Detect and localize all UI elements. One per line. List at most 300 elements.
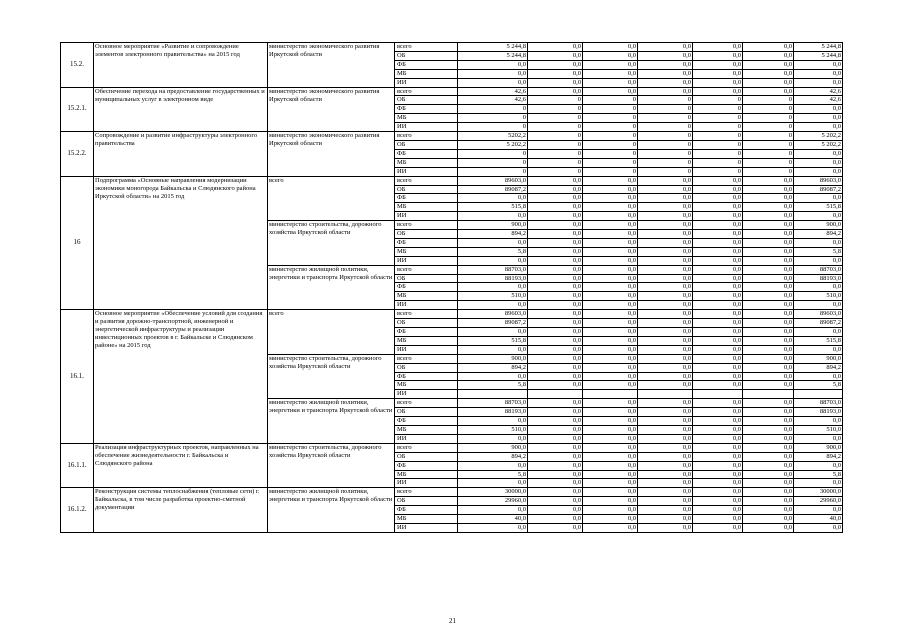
amount-cell: 0,0: [693, 434, 743, 443]
amount-cell: 0,0: [638, 319, 693, 328]
funding-source-cell: всего: [395, 176, 458, 185]
amount-cell: 42,6: [458, 96, 528, 105]
amount-cell: 0,0: [528, 194, 583, 203]
amount-cell: 0,0: [528, 256, 583, 265]
amount-cell: 0,0: [583, 434, 638, 443]
amount-cell: 0,0: [528, 461, 583, 470]
document-sheet: [60, 42, 842, 533]
amount-cell: 0,0: [743, 194, 794, 203]
amount-cell: 0,0: [583, 479, 638, 488]
amount-cell: 0,0: [583, 60, 638, 69]
amount-cell: 0,0: [693, 417, 743, 426]
amount-cell: 0,0: [458, 194, 528, 203]
amount-cell: 0,0: [794, 105, 843, 114]
amount-cell: 900,0: [794, 221, 843, 230]
amount-cell: 0: [528, 114, 583, 123]
amount-cell: 0: [583, 105, 638, 114]
amount-cell: 0,0: [528, 212, 583, 221]
amount-cell: 0,0: [693, 310, 743, 319]
amount-cell: 0,0: [583, 399, 638, 408]
amount-cell: 0,0: [794, 69, 843, 78]
funding-source-cell: ОБ: [395, 319, 458, 328]
amount-cell: 0,0: [638, 354, 693, 363]
executor-cell: всего: [268, 176, 395, 221]
amount-cell: 0,0: [693, 238, 743, 247]
funding-source-cell: ИИ: [395, 301, 458, 310]
amount-cell: 0,0: [693, 203, 743, 212]
funding-source-cell: ИИ: [395, 345, 458, 354]
amount-cell: [528, 390, 583, 399]
amount-cell: 0: [743, 149, 794, 158]
amount-cell: 0: [528, 149, 583, 158]
amount-cell: 0,0: [583, 461, 638, 470]
amount-cell: 0: [693, 114, 743, 123]
amount-cell: 0,0: [638, 292, 693, 301]
amount-cell: 0,0: [583, 203, 638, 212]
amount-cell: 0: [693, 149, 743, 158]
amount-cell: 0,0: [743, 523, 794, 532]
funding-source-cell: ФБ: [395, 238, 458, 247]
amount-cell: 0,0: [458, 506, 528, 515]
item-code: 16.1.: [61, 310, 94, 444]
amount-cell: 0,0: [743, 328, 794, 337]
amount-cell: 0: [583, 140, 638, 149]
amount-cell: 0,0: [638, 336, 693, 345]
amount-cell: 0,0: [743, 51, 794, 60]
amount-cell: 0,0: [638, 363, 693, 372]
amount-cell: 0,0: [583, 212, 638, 221]
amount-cell: 515,8: [458, 203, 528, 212]
amount-cell: 0,0: [583, 69, 638, 78]
funding-source-cell: ИИ: [395, 78, 458, 87]
amount-cell: 0: [693, 123, 743, 132]
amount-cell: 5,8: [458, 381, 528, 390]
funding-source-cell: ИИ: [395, 523, 458, 532]
amount-cell: 0,0: [693, 230, 743, 239]
amount-cell: 29960,0: [458, 497, 528, 506]
funding-source-cell: МБ: [395, 203, 458, 212]
amount-cell: 894,2: [458, 363, 528, 372]
amount-cell: 0: [583, 96, 638, 105]
funding-source-cell: ФБ: [395, 60, 458, 69]
amount-cell: 0,0: [743, 69, 794, 78]
amount-cell: 0,0: [528, 247, 583, 256]
amount-cell: 0,0: [693, 328, 743, 337]
amount-cell: 0,0: [794, 158, 843, 167]
funding-source-cell: ФБ: [395, 506, 458, 515]
amount-cell: 89087,2: [794, 319, 843, 328]
page-number: 21: [449, 617, 456, 625]
amount-cell: 0,0: [638, 372, 693, 381]
amount-cell: 0: [693, 140, 743, 149]
amount-cell: 0,0: [528, 43, 583, 52]
amount-cell: 0,0: [743, 60, 794, 69]
funding-source-cell: всего: [395, 488, 458, 497]
amount-cell: 0,0: [794, 114, 843, 123]
amount-cell: 0: [743, 132, 794, 141]
funding-source-cell: ФБ: [395, 372, 458, 381]
amount-cell: 0,0: [693, 69, 743, 78]
amount-cell: 5 202,2: [458, 140, 528, 149]
amount-cell: 0,0: [528, 408, 583, 417]
amount-cell: 0,0: [743, 238, 794, 247]
amount-cell: 0,0: [528, 301, 583, 310]
amount-cell: 0,0: [743, 417, 794, 426]
amount-cell: 5 244,8: [794, 51, 843, 60]
amount-cell: 0,0: [638, 203, 693, 212]
amount-cell: 0,0: [693, 470, 743, 479]
amount-cell: 0: [583, 114, 638, 123]
amount-cell: 0,0: [794, 194, 843, 203]
funding-source-cell: всего: [395, 354, 458, 363]
amount-cell: 0: [743, 158, 794, 167]
funding-source-cell: ИИ: [395, 212, 458, 221]
amount-cell: 0,0: [743, 425, 794, 434]
amount-cell: 88703,0: [794, 265, 843, 274]
funding-source-cell: ОБ: [395, 274, 458, 283]
amount-cell: 5 244,8: [458, 51, 528, 60]
amount-cell: 0,0: [638, 328, 693, 337]
amount-cell: 0,0: [743, 310, 794, 319]
amount-cell: 0,0: [583, 43, 638, 52]
amount-cell: 0,0: [638, 381, 693, 390]
amount-cell: 89087,2: [794, 185, 843, 194]
amount-cell: 0,0: [528, 523, 583, 532]
amount-cell: 0,0: [638, 230, 693, 239]
amount-cell: 0,0: [528, 497, 583, 506]
amount-cell: 0,0: [743, 488, 794, 497]
amount-cell: 0,0: [638, 256, 693, 265]
funding-source-cell: всего: [395, 132, 458, 141]
amount-cell: [583, 390, 638, 399]
amount-cell: 0,0: [458, 256, 528, 265]
amount-cell: 0,0: [693, 363, 743, 372]
amount-cell: 0,0: [743, 363, 794, 372]
amount-cell: 0,0: [794, 78, 843, 87]
amount-cell: 0,0: [528, 443, 583, 452]
amount-cell: 0,0: [693, 443, 743, 452]
amount-cell: 42,6: [458, 87, 528, 96]
amount-cell: 0,0: [583, 470, 638, 479]
amount-cell: 0,0: [743, 336, 794, 345]
amount-cell: 0,0: [528, 283, 583, 292]
amount-cell: 0,0: [743, 345, 794, 354]
amount-cell: 0,0: [528, 69, 583, 78]
amount-cell: 0,0: [743, 434, 794, 443]
amount-cell: 0,0: [693, 345, 743, 354]
amount-cell: 0,0: [528, 470, 583, 479]
amount-cell: 0,0: [583, 417, 638, 426]
item-code: 16.1.1.: [61, 443, 94, 488]
amount-cell: 0,0: [743, 408, 794, 417]
amount-cell: 0,0: [693, 497, 743, 506]
amount-cell: 0,0: [693, 372, 743, 381]
amount-cell: 0: [528, 105, 583, 114]
amount-cell: 0,0: [743, 87, 794, 96]
amount-cell: 0,0: [693, 399, 743, 408]
item-description: Сопровождение и развитие инфраструктуры электронного правительства: [94, 132, 268, 177]
amount-cell: 0: [583, 149, 638, 158]
amount-cell: 510,0: [794, 292, 843, 301]
amount-cell: 0,0: [583, 78, 638, 87]
amount-cell: 0,0: [794, 123, 843, 132]
amount-cell: 5,8: [794, 381, 843, 390]
amount-cell: 88193,0: [794, 274, 843, 283]
amount-cell: 0,0: [794, 149, 843, 158]
amount-cell: 0,0: [638, 310, 693, 319]
amount-cell: 0: [693, 105, 743, 114]
amount-cell: 0,0: [583, 328, 638, 337]
amount-cell: 0,0: [693, 51, 743, 60]
amount-cell: 0,0: [583, 345, 638, 354]
amount-cell: 0,0: [743, 301, 794, 310]
amount-cell: 88703,0: [458, 399, 528, 408]
amount-cell: 0,0: [583, 283, 638, 292]
amount-cell: 89603,0: [458, 176, 528, 185]
amount-cell: 0,0: [638, 87, 693, 96]
item-description: Реконструкция системы теплоснабжения (тепловые сети) г. Байкальска, в том числе разработка проектно-сметной документации: [94, 488, 268, 533]
amount-cell: 894,2: [458, 452, 528, 461]
amount-cell: 0: [638, 140, 693, 149]
funding-source-cell: ФБ: [395, 194, 458, 203]
amount-cell: 0,0: [693, 256, 743, 265]
funding-source-cell: ФБ: [395, 417, 458, 426]
amount-cell: 5,8: [794, 247, 843, 256]
amount-cell: 0,0: [693, 283, 743, 292]
amount-cell: 0,0: [638, 194, 693, 203]
amount-cell: 0,0: [528, 425, 583, 434]
amount-cell: 900,0: [458, 354, 528, 363]
amount-cell: 0,0: [693, 319, 743, 328]
amount-cell: 0,0: [528, 328, 583, 337]
amount-cell: 0,0: [638, 515, 693, 524]
funding-source-cell: ОБ: [395, 140, 458, 149]
amount-cell: 0,0: [458, 60, 528, 69]
amount-cell: 88703,0: [794, 399, 843, 408]
amount-cell: 0,0: [638, 51, 693, 60]
amount-cell: 0,0: [693, 408, 743, 417]
amount-cell: 0,0: [693, 78, 743, 87]
funding-source-cell: ИИ: [395, 434, 458, 443]
amount-cell: 0,0: [743, 176, 794, 185]
amount-cell: [458, 390, 528, 399]
funding-source-cell: ОБ: [395, 230, 458, 239]
executor-cell: министерство экономического развития Иркутской области: [268, 43, 395, 88]
table-row: [61, 443, 843, 452]
executor-cell: министерство жилищной политики, энергетики и транспорта Иркутской области: [268, 265, 395, 310]
amount-cell: 0,0: [528, 372, 583, 381]
funding-source-cell: ИИ: [395, 479, 458, 488]
amount-cell: 0,0: [528, 506, 583, 515]
amount-cell: 0,0: [693, 221, 743, 230]
amount-cell: 0,0: [743, 43, 794, 52]
amount-cell: 0,0: [528, 87, 583, 96]
amount-cell: 0,0: [583, 506, 638, 515]
amount-cell: 0,0: [693, 452, 743, 461]
amount-cell: 0,0: [583, 247, 638, 256]
amount-cell: 0,0: [458, 523, 528, 532]
amount-cell: 89087,2: [458, 185, 528, 194]
amount-cell: 0: [638, 132, 693, 141]
amount-cell: 510,0: [458, 425, 528, 434]
funding-source-cell: всего: [395, 221, 458, 230]
amount-cell: 5,8: [794, 470, 843, 479]
amount-cell: 0,0: [743, 399, 794, 408]
amount-cell: 900,0: [458, 443, 528, 452]
amount-cell: 0,0: [743, 292, 794, 301]
amount-cell: [794, 390, 843, 399]
executor-cell: министерство экономического развития Иркутской области: [268, 87, 395, 132]
item-code: 16.1.2.: [61, 488, 94, 533]
amount-cell: 0: [638, 105, 693, 114]
amount-cell: 0,0: [743, 78, 794, 87]
funding-source-cell: всего: [395, 265, 458, 274]
amount-cell: [743, 390, 794, 399]
funding-source-cell: МБ: [395, 158, 458, 167]
funding-source-cell: ОБ: [395, 51, 458, 60]
amount-cell: 0,0: [638, 247, 693, 256]
amount-cell: 0,0: [528, 452, 583, 461]
amount-cell: 0: [528, 140, 583, 149]
amount-cell: 0,0: [638, 452, 693, 461]
amount-cell: 0,0: [583, 310, 638, 319]
budget-table: [60, 42, 843, 533]
amount-cell: 0: [693, 158, 743, 167]
amount-cell: 5202,2: [458, 132, 528, 141]
funding-source-cell: всего: [395, 443, 458, 452]
amount-cell: 0,0: [693, 60, 743, 69]
amount-cell: 0,0: [458, 69, 528, 78]
amount-cell: 0,0: [743, 274, 794, 283]
amount-cell: 89087,2: [458, 319, 528, 328]
amount-cell: 0: [638, 123, 693, 132]
amount-cell: 0: [528, 132, 583, 141]
amount-cell: 0,0: [638, 523, 693, 532]
funding-source-cell: ИИ: [395, 123, 458, 132]
amount-cell: 29960,0: [794, 497, 843, 506]
amount-cell: 0,0: [638, 221, 693, 230]
amount-cell: 5,8: [458, 470, 528, 479]
amount-cell: 0: [583, 123, 638, 132]
item-code: 15.2.2.: [61, 132, 94, 177]
amount-cell: 0: [638, 149, 693, 158]
table-row: [61, 43, 843, 52]
funding-source-cell: МБ: [395, 247, 458, 256]
amount-cell: 30000,0: [794, 488, 843, 497]
amount-cell: 0,0: [528, 292, 583, 301]
amount-cell: 0,0: [528, 488, 583, 497]
executor-cell: министерство строительства, дорожного хозяйства Иркутской области: [268, 221, 395, 266]
amount-cell: 0,0: [638, 212, 693, 221]
amount-cell: 0,0: [693, 43, 743, 52]
amount-cell: 0,0: [528, 310, 583, 319]
amount-cell: 0: [693, 132, 743, 141]
amount-cell: 0: [638, 114, 693, 123]
amount-cell: 0,0: [638, 506, 693, 515]
amount-cell: 0,0: [743, 265, 794, 274]
amount-cell: 0,0: [638, 176, 693, 185]
amount-cell: 89603,0: [458, 310, 528, 319]
funding-source-cell: ФБ: [395, 283, 458, 292]
amount-cell: 0,0: [794, 372, 843, 381]
amount-cell: 0: [528, 123, 583, 132]
amount-cell: 0,0: [583, 230, 638, 239]
item-description: Основное мероприятие «Обеспечение условий для создания и развития дорожно-транспортной, инженерной и энергетической инфраструктуры и реализации инвестиционных проектов в г. Байкальске и Слюдянском районе» на 2015 год: [94, 310, 268, 444]
amount-cell: 88193,0: [458, 274, 528, 283]
amount-cell: 515,8: [794, 336, 843, 345]
amount-cell: 0,0: [583, 354, 638, 363]
amount-cell: 0,0: [794, 301, 843, 310]
amount-cell: 0,0: [743, 381, 794, 390]
amount-cell: 0,0: [794, 328, 843, 337]
amount-cell: 0,0: [583, 185, 638, 194]
amount-cell: 900,0: [794, 443, 843, 452]
amount-cell: 0,0: [583, 319, 638, 328]
amount-cell: 0,0: [528, 176, 583, 185]
executor-cell: министерство жилищной политики, энергетики и транспорта Иркутской области: [268, 488, 395, 533]
amount-cell: 0,0: [794, 283, 843, 292]
amount-cell: 0,0: [528, 60, 583, 69]
amount-cell: 5,8: [458, 247, 528, 256]
executor-cell: всего: [268, 310, 395, 355]
amount-cell: 0,0: [583, 372, 638, 381]
amount-cell: 0,0: [583, 381, 638, 390]
amount-cell: 0,0: [638, 60, 693, 69]
amount-cell: 0: [528, 167, 583, 176]
funding-source-cell: ОБ: [395, 363, 458, 372]
amount-cell: 0: [693, 96, 743, 105]
item-description: Основное мероприятие «Развитие и сопровождение элементов электронного правительства» на 2015 год: [94, 43, 268, 88]
amount-cell: 0: [743, 140, 794, 149]
amount-cell: 0: [458, 105, 528, 114]
amount-cell: 0,0: [743, 470, 794, 479]
funding-source-cell: ОБ: [395, 96, 458, 105]
funding-source-cell: ФБ: [395, 461, 458, 470]
amount-cell: 0,0: [693, 479, 743, 488]
amount-cell: 0,0: [583, 265, 638, 274]
amount-cell: 0,0: [583, 274, 638, 283]
amount-cell: 0,0: [528, 417, 583, 426]
amount-cell: 0,0: [458, 238, 528, 247]
amount-cell: 0,0: [693, 488, 743, 497]
amount-cell: 5 202,2: [794, 132, 843, 141]
amount-cell: 0,0: [583, 51, 638, 60]
amount-cell: 0: [638, 96, 693, 105]
amount-cell: 30000,0: [458, 488, 528, 497]
amount-cell: 0,0: [458, 283, 528, 292]
amount-cell: 0: [743, 105, 794, 114]
amount-cell: 0,0: [743, 372, 794, 381]
amount-cell: 0,0: [638, 470, 693, 479]
amount-cell: 0,0: [583, 425, 638, 434]
amount-cell: 0,0: [458, 78, 528, 87]
amount-cell: 0,0: [794, 434, 843, 443]
amount-cell: 0,0: [583, 497, 638, 506]
amount-cell: 0,0: [583, 523, 638, 532]
amount-cell: 0,0: [638, 283, 693, 292]
amount-cell: 0: [638, 167, 693, 176]
amount-cell: 42,6: [794, 87, 843, 96]
amount-cell: 0,0: [458, 479, 528, 488]
funding-source-cell: ОБ: [395, 408, 458, 417]
amount-cell: 0: [458, 149, 528, 158]
amount-cell: 0,0: [583, 194, 638, 203]
amount-cell: 0,0: [638, 78, 693, 87]
amount-cell: 0,0: [528, 381, 583, 390]
amount-cell: 0,0: [693, 523, 743, 532]
amount-cell: 5 202,2: [794, 140, 843, 149]
funding-source-cell: ФБ: [395, 105, 458, 114]
